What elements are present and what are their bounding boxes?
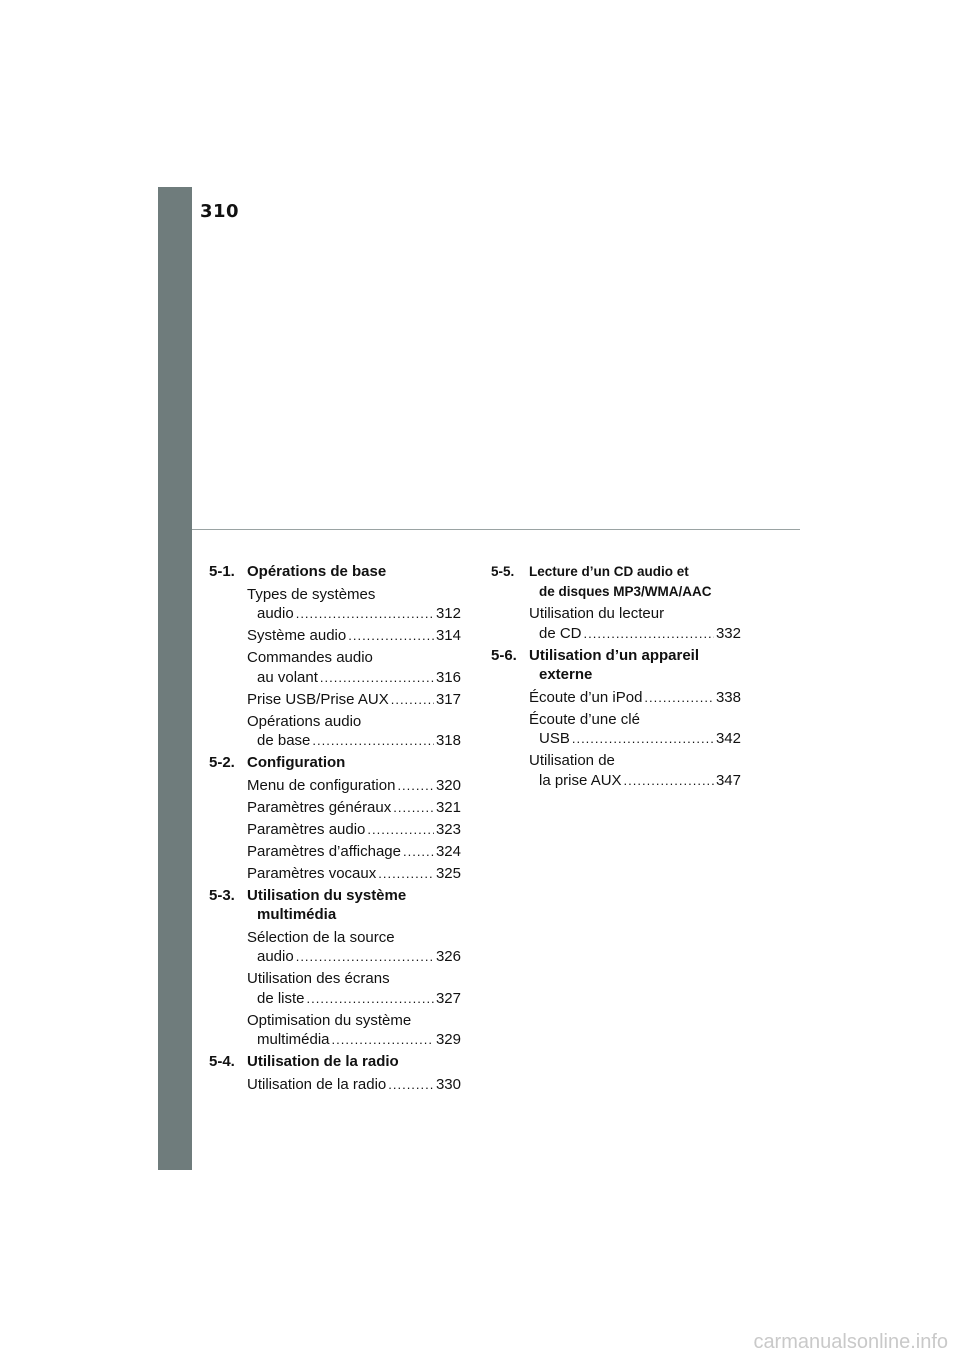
entry-title-line: la prise AUX <box>539 771 622 789</box>
section-number: 5-2. <box>209 754 235 771</box>
toc-entry[interactable] <box>247 1075 461 1095</box>
section-title-line: Configuration <box>247 754 346 771</box>
entry-title-line: Système audio <box>247 627 347 644</box>
entry-page-number: 321 <box>435 798 461 816</box>
section-title-line: externe <box>539 666 593 683</box>
entry-title-line: Paramètres généraux <box>247 798 392 816</box>
toc-entry[interactable] <box>247 969 461 1008</box>
toc-entry[interactable] <box>247 864 461 884</box>
entry-page-number: 342 <box>715 730 741 747</box>
toc-entry[interactable] <box>247 648 461 687</box>
entry-page-number: 325 <box>435 864 461 882</box>
dot-leader <box>388 1075 434 1095</box>
toc-section <box>209 886 461 925</box>
entry-title-line: Paramètres d’affichage <box>247 842 401 860</box>
dot-leader <box>624 771 714 791</box>
entry-page-number: 330 <box>435 1075 461 1093</box>
dot-leader <box>393 798 434 818</box>
entry-page-number: 327 <box>435 989 461 1007</box>
dot-leader <box>378 864 434 884</box>
entry-title-line: Types de systèmes <box>247 585 376 603</box>
entry-title-line: de CD <box>539 624 582 642</box>
toc-entry[interactable] <box>247 1011 461 1050</box>
dot-leader <box>644 688 714 708</box>
section-number: 5-4. <box>209 1053 235 1070</box>
dot-leader <box>296 947 434 967</box>
entry-page-number: 320 <box>435 776 461 794</box>
toc-column-left <box>209 562 461 1097</box>
entry-title-line: Opérations audio <box>247 712 362 730</box>
entry-title-line: Sélection de la source <box>247 928 395 946</box>
dot-leader <box>348 626 434 646</box>
dot-leader <box>397 776 434 796</box>
section-title <box>247 753 461 773</box>
entry-leader-line <box>529 688 741 708</box>
entry-title-line: au volant <box>257 668 318 686</box>
entry-title-line: Utilisation des écrans <box>247 970 390 987</box>
entry-leader-line <box>247 798 461 818</box>
dot-leader <box>320 668 434 688</box>
entry-title-line: Utilisation de <box>529 752 615 769</box>
entry-title-line: Utilisation de la radio <box>247 1075 387 1093</box>
toc-entry[interactable] <box>529 688 741 708</box>
entry-leader-line <box>247 842 461 862</box>
toc-entry[interactable] <box>529 751 741 790</box>
toc-entry[interactable] <box>247 798 461 818</box>
dot-leader <box>572 729 714 749</box>
entry-leader-line <box>247 731 461 751</box>
toc-section <box>209 562 461 582</box>
toc-column-right <box>491 562 741 793</box>
dot-leader <box>367 820 434 840</box>
entry-title-line: Menu de configuration <box>247 776 396 794</box>
section-title-line: Utilisation d’un appareil <box>529 646 700 664</box>
entry-leader-line <box>247 776 461 796</box>
entry-title-line: Prise USB/Prise AUX <box>247 690 389 708</box>
toc-entry[interactable] <box>529 710 741 749</box>
section-title <box>247 562 461 582</box>
toc-section <box>209 753 461 773</box>
entry-title-line: Optimisation du système <box>247 1011 412 1029</box>
entry-title-line: de base <box>257 732 311 749</box>
toc-entry[interactable] <box>247 585 461 624</box>
dot-leader <box>307 989 434 1009</box>
dot-leader <box>584 624 714 644</box>
section-title <box>529 646 741 685</box>
entry-leader-line <box>529 624 741 644</box>
entry-page-number: 312 <box>435 605 461 622</box>
entry-leader-line <box>247 626 461 646</box>
entry-page-number: 323 <box>435 820 461 838</box>
entry-title-line: Paramètres audio <box>247 820 366 838</box>
entry-leader-line <box>529 771 741 791</box>
entry-leader-line <box>247 1075 461 1095</box>
page-number: 310 <box>200 201 240 222</box>
entry-page-number: 317 <box>435 690 461 708</box>
toc-entry[interactable] <box>247 690 461 710</box>
section-title-line: multimédia <box>257 906 337 923</box>
entry-leader-line <box>247 1030 461 1050</box>
section-number: 5-6. <box>491 646 517 664</box>
dot-leader <box>403 842 434 862</box>
toc-section <box>491 646 741 685</box>
entry-page-number: 347 <box>715 771 741 789</box>
entry-title-line: Utilisation du lecteur <box>529 605 665 622</box>
dot-leader <box>296 604 434 624</box>
dot-leader <box>391 690 434 710</box>
entry-leader-line <box>247 989 461 1009</box>
entry-title-line: multimédia <box>257 1031 330 1048</box>
toc-section <box>209 1052 461 1072</box>
entry-leader-line <box>247 947 461 967</box>
section-title-line: Opérations de base <box>247 563 387 580</box>
section-number: 5-1. <box>209 563 235 580</box>
watermark-logo: carmanualsonline.info <box>753 1331 948 1353</box>
section-title-line: Lecture d’un CD audio et <box>529 564 689 579</box>
entry-title-line: audio <box>257 948 294 965</box>
section-title-line: Utilisation de la radio <box>247 1053 399 1070</box>
entry-leader-line <box>247 668 461 688</box>
entry-title-line: Écoute d’une clé <box>529 710 640 728</box>
toc-entry[interactable] <box>247 928 461 967</box>
entry-page-number: 314 <box>435 627 461 644</box>
section-number: 5-3. <box>209 886 235 904</box>
entry-leader-line <box>247 820 461 840</box>
section-title <box>529 562 741 601</box>
toc-entry[interactable] <box>247 842 461 862</box>
dot-leader <box>332 1030 434 1050</box>
entry-title-line: de liste <box>257 989 305 1007</box>
chapter-side-bar <box>158 187 192 1170</box>
entry-page-number: 326 <box>435 948 461 965</box>
entry-title-line: Commandes audio <box>247 649 373 666</box>
entry-title-line: audio <box>257 605 294 622</box>
toc-section <box>491 562 741 601</box>
entry-page-number: 338 <box>715 688 741 706</box>
entry-title-line: Écoute d’un iPod <box>529 688 643 706</box>
entry-page-number: 324 <box>435 842 461 860</box>
entry-title-line: USB <box>539 730 570 747</box>
section-title <box>247 886 461 925</box>
toc-entry[interactable] <box>247 626 461 646</box>
toc-entry[interactable] <box>247 712 461 751</box>
section-title <box>247 1052 461 1072</box>
toc-entry[interactable] <box>247 820 461 840</box>
entry-leader-line <box>247 864 461 884</box>
section-number: 5-5. <box>491 564 515 579</box>
entry-title-line: Paramètres vocaux <box>247 864 377 882</box>
entry-leader-line <box>247 690 461 710</box>
entry-leader-line <box>247 604 461 624</box>
entry-page-number: 332 <box>715 624 741 642</box>
toc-entry[interactable] <box>247 776 461 796</box>
entry-page-number: 318 <box>435 732 461 749</box>
entry-page-number: 316 <box>435 668 461 686</box>
entry-page-number: 329 <box>435 1031 461 1048</box>
horizontal-divider <box>192 529 800 530</box>
toc-entry[interactable] <box>529 604 741 643</box>
section-title-line: de disques MP3/WMA/AAC <box>539 583 712 599</box>
entry-leader-line <box>529 729 741 749</box>
section-title-line: Utilisation du système <box>247 886 407 904</box>
dot-leader <box>312 731 434 751</box>
